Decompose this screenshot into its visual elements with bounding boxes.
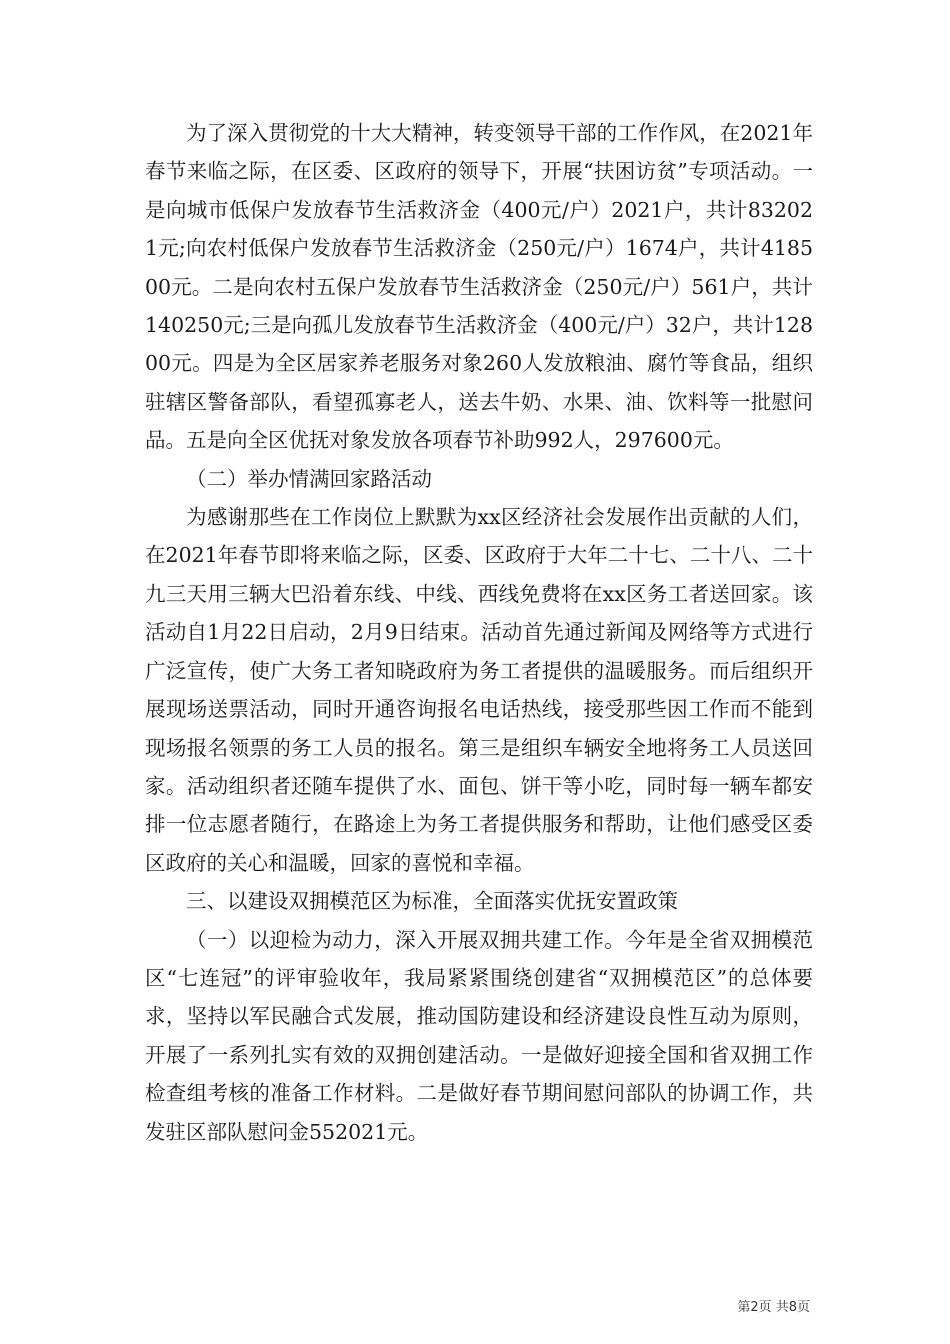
- section-heading-model-district: 三、以建设双拥模范区为标准，全面落实优抚安置政策: [186, 889, 678, 914]
- section-heading-homecoming: （二）举办情满回家路活动: [186, 466, 432, 491]
- paragraph-poverty-relief: 为了深入贯彻党的十大大精神，转变领导干部的工作作风，在2021年春节来临之际，在区委、区政府的领导下，开展“扶困访贫”专项活动。一是向城市低保户发放春节生活救济金（400元/户）2021户，共计832021元;向农村低保户发放春节生活救济金（250元/户）1674户，共计418500元。二是向农村五保户发放春节生活救济金（250元/户）561户，共计140250元;三是向孤儿发放春节生活救济金（400元/户）32户，共计12800元。四是为全区居家养老服务对象260人发放粮油、腐竹等食品，组织驻辖区警备部队，看望孤寡老人，送去牛奶、水果、油、饮料等一批慰问品。五是向全区优抚对象发放各项春节补助992人，297600元。: [145, 121, 813, 453]
- document-body: [145, 114, 813, 1151]
- paragraph-homecoming-activity: 为感谢那些在工作岗位上默默为xx区经济社会发展作出贡献的人们，在2021年春节即将来临之际，区委、区政府于大年二十七、二十八、二十九三天用三辆大巴沿着东线、中线、西线免费将在xx区务工者送回家。该活动自1月22日启动，2月9日结束。活动首先通过新闻及网络等方式进行广泛宣传，使广大务工者知晓政府为务工者提供的温暖服务。而后组织开展现场送票活动，同时开通咨询报名电话热线，接受那些因工作而不能到现场报名领票的务工人员的报名。第三是组织车辆安全地将务工人员送回家。活动组织者还随车提供了水、面包、饼干等小吃，同时每一辆车都安排一位志愿者随行，在路途上为务工者提供服务和帮助，让他们感受区委区政府的关心和温暖，回家的喜悦和幸福。: [145, 505, 813, 875]
- paragraph-military-civilian: （一）以迎检为动力，深入开展双拥共建工作。今年是全省双拥模范区“七连冠”的评审验收年，我局紧紧围绕创建省“双拥模范区”的总体要求，坚持以军民融合式发展，推动国防建设和经济建设良性互动为原则，开展了一系列扎实有效的双拥创建活动。一是做好迎接全国和省双拥工作检查组考核的准备工作材料。二是做好春节期间慰问部队的协调工作，共发驻区部队慰问金552021元。: [145, 927, 813, 1144]
- page-number-footer: 第2页 共8页: [737, 1300, 810, 1315]
